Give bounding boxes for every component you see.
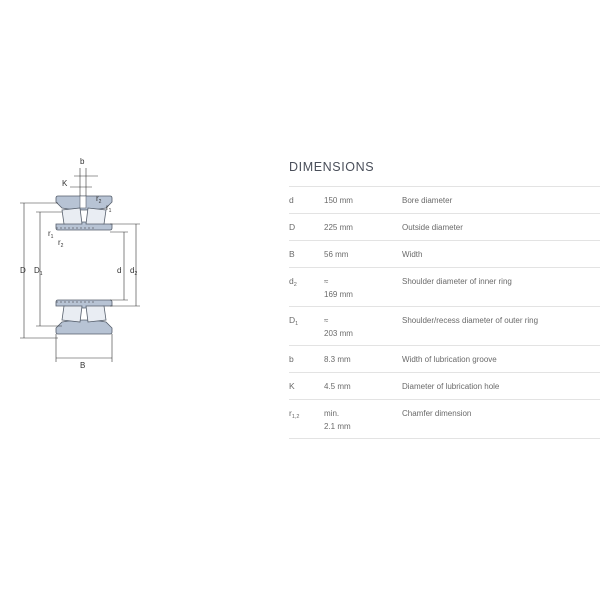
dimension-row — [289, 307, 600, 346]
upper-bearing-section — [56, 196, 112, 230]
lower-outer-ring — [56, 320, 112, 334]
dimension-symbol: K — [289, 381, 295, 391]
dimension-description: Shoulder/recess diameter of outer ring — [402, 316, 539, 325]
dimension-row — [289, 268, 600, 307]
label-r1-left: $r_1$ — [48, 229, 54, 240]
dimension-symbol: $D_1$ — [289, 315, 299, 327]
dimension-description: Bore diameter — [402, 196, 453, 205]
dimension-row — [289, 214, 600, 241]
label-D1: $D_1$ — [34, 266, 43, 277]
label-d: d — [117, 266, 122, 275]
label-r2-top: $r_2$ — [96, 194, 102, 205]
label-B: B — [80, 361, 86, 370]
dimension-row — [289, 241, 600, 268]
label-r1-right: $r_1$ — [106, 203, 112, 214]
upper-roller-right — [86, 208, 106, 224]
dimensions-title: DIMENSIONS — [289, 160, 375, 174]
dimension-symbol: $d_2$ — [289, 276, 297, 288]
dimension-value: ≈ 169 mm — [324, 277, 353, 299]
lower-bearing-section — [56, 300, 112, 334]
dimension-description: Diameter of lubrication hole — [402, 382, 500, 391]
label-K: K — [62, 179, 68, 188]
dimension-description: Shoulder diameter of inner ring — [402, 277, 512, 286]
label-d2: $d_2$ — [130, 266, 138, 277]
label-r2-left: $r_2$ — [58, 238, 64, 249]
dimension-value: min. 2.1 mm — [324, 409, 351, 431]
dimensions-panel — [289, 160, 600, 439]
dimension-row — [289, 373, 600, 400]
dimension-description: Outside diameter — [402, 223, 463, 232]
dimensions-table — [289, 186, 600, 439]
dimension-row — [289, 346, 600, 373]
dimension-description: Width — [402, 250, 423, 259]
dimension-symbol: B — [289, 249, 295, 259]
upper-groove — [80, 196, 86, 208]
dimension-symbol: D — [289, 222, 296, 232]
dimension-value: ≈ 203 mm — [324, 316, 353, 338]
dimension-description: Width of lubrication groove — [402, 355, 497, 364]
label-b: b — [80, 157, 85, 166]
dimension-value: 4.5 mm — [324, 382, 351, 391]
label-D: D — [20, 266, 26, 275]
lower-roller-left — [62, 306, 82, 322]
dimension-value: 225 mm — [324, 223, 353, 232]
dimension-value: 56 mm — [324, 250, 349, 259]
dimension-value: 8.3 mm — [324, 355, 351, 364]
dimension-symbol: $r_{1,2}$ — [289, 408, 300, 420]
dimension-row — [289, 187, 600, 214]
upper-roller-left — [62, 208, 82, 224]
dimension-symbol: b — [289, 354, 294, 364]
bearing-cross-section-diagram — [14, 150, 164, 380]
lower-roller-right — [86, 306, 106, 322]
dimension-row — [289, 400, 600, 439]
dimension-symbol: d — [289, 195, 294, 205]
dimension-value: 150 mm — [324, 196, 353, 205]
dimension-description: Chamfer dimension — [402, 409, 472, 418]
